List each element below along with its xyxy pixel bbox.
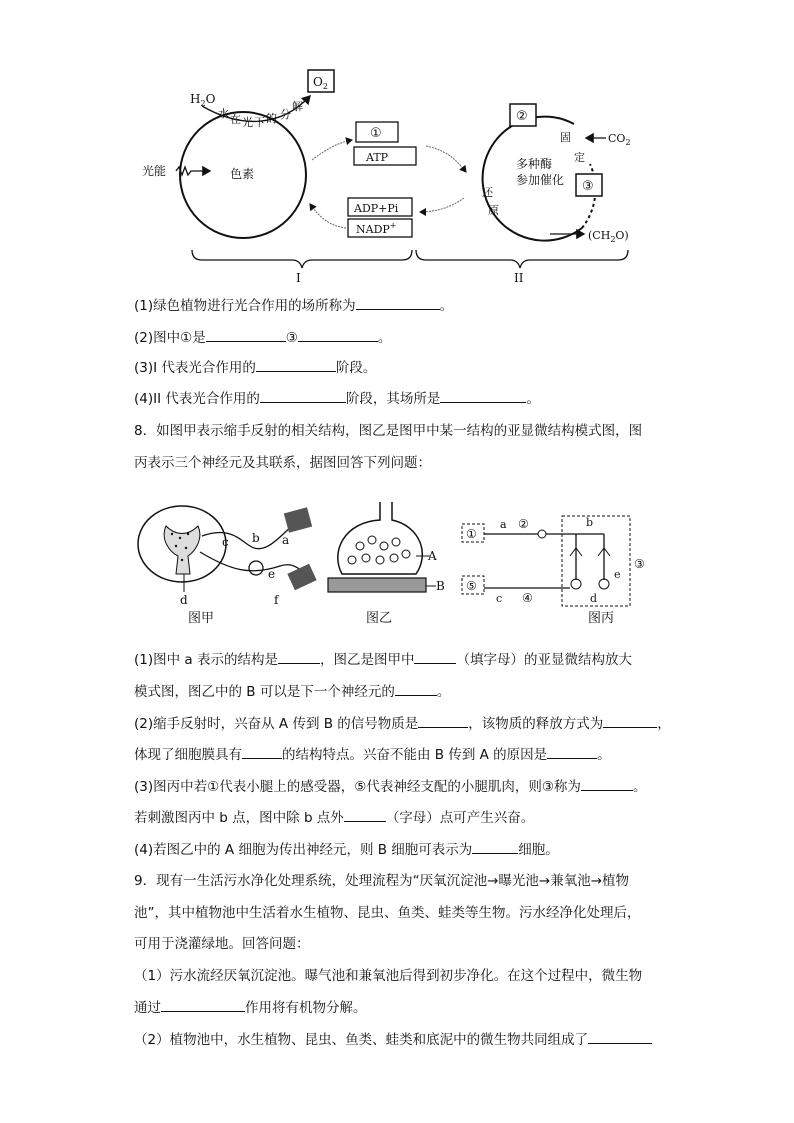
water-split-char: 下 (254, 116, 265, 129)
label-c1: ① (466, 527, 477, 541)
label-pc: c (496, 592, 503, 605)
label-f: f (274, 593, 279, 607)
pigment-label: 色素 (230, 167, 255, 181)
q9-title-2: 池”，其中植物池中生活着水生植物、昆虫、鱼类、蛙类等生物。污水经净化处理后， (134, 905, 641, 921)
answer-blank[interactable] (356, 296, 440, 310)
q8-text: 的结构特点。兴奋不能由 B 传到 A 的原因是 (282, 747, 548, 763)
q8-text: 模式图，图乙中的 B 可以是下一个神经元的 (134, 684, 395, 700)
q7-text: 。 (526, 391, 540, 407)
label-c3: ③ (634, 557, 645, 571)
adp-label: ADP+Pi (354, 202, 399, 215)
q9-line-1b (134, 998, 367, 1017)
enzyme-label-1: 多种酶 (516, 157, 553, 171)
postsynaptic-membrane (328, 578, 426, 592)
q9-text: 通过 (134, 1000, 161, 1016)
answer-blank[interactable] (547, 745, 597, 759)
label-b: b (252, 531, 260, 545)
q7-text: 。 (439, 298, 454, 314)
q8-text: （字母）点可产生兴奋。 (385, 810, 535, 826)
answer-blank[interactable] (344, 808, 386, 822)
q8-line-2a (134, 714, 671, 733)
q8-text: (1)图中 a 表示的结构是 (134, 652, 278, 668)
water-split-char: 水 (218, 107, 229, 120)
label-pb: b (586, 516, 594, 529)
label-c2: ② (518, 517, 529, 531)
label-c5: ⑤ (466, 579, 477, 593)
answer-blank[interactable] (395, 682, 437, 696)
water-split-char: 光 (242, 116, 253, 129)
q8-text: 若刺激图丙中 b 点，图中除 b 点外 (134, 810, 344, 826)
ch2o-label: $(CH_2O)$ (588, 229, 629, 244)
q8-line-3a (134, 777, 646, 796)
stage-1-label: I (296, 271, 301, 285)
light-energy-label: 光能 (142, 164, 167, 178)
q8-text: (2)缩手反射时，兴奋从 A 传到 B 的信号物质是 (134, 716, 419, 732)
q7-text: (4)II 代表光合作用的 (134, 391, 260, 407)
gray-matter (164, 526, 200, 574)
flow-arrow (420, 198, 464, 212)
q7-line-2 (134, 328, 391, 347)
q8-line-4 (134, 840, 559, 859)
q8-text: （填字母）的亚显微结构放大 (456, 652, 632, 668)
water-split-char: 解 (292, 100, 303, 113)
nadp-label: NADP+ (356, 221, 397, 236)
q8-title-2: 丙表示三个神经元及其联系，据图回答下列问题： (134, 455, 431, 471)
q7-text: 。 (377, 330, 392, 346)
neuron-figures (130, 496, 650, 630)
q7-line-1 (134, 296, 453, 315)
q7-text: (3)I 代表光合作用的 (134, 360, 256, 376)
q7-text: 阶段，其场所是 (345, 391, 441, 407)
q8-text: 体现了细胞膜具有 (134, 747, 242, 763)
skin-receptor (284, 507, 312, 533)
answer-blank[interactable] (298, 328, 378, 342)
label-e: e (268, 567, 276, 581)
h2o-label: $H_2O$ (190, 92, 216, 108)
answer-blank[interactable] (440, 389, 526, 403)
q7-text: 阶段。 (335, 360, 377, 376)
water-split-char: 在 (230, 113, 241, 126)
brace-stage-1 (192, 250, 412, 268)
answer-blank[interactable] (242, 745, 282, 759)
q9-text: 作用将有机物分解。 (245, 1000, 367, 1016)
label-a: a (282, 533, 290, 547)
flow-arrow (310, 204, 346, 228)
q8-text: ，该物质的释放方式为 (468, 716, 604, 732)
q8-text: (4)若图乙中的 A 细胞为传出神经元，则 B 细胞可表示为 (134, 842, 473, 858)
q8-text: 。 (632, 779, 647, 795)
reduce-label-2: 原 (488, 204, 499, 217)
q7-line-3 (134, 358, 376, 377)
reduce-label-1: 还 (482, 186, 493, 199)
q8-title-1: 8．如图甲表示缩手反射的相关结构，图乙是图甲中某一结构的亚显微结构模式图，图 (134, 423, 643, 439)
answer-blank[interactable] (603, 714, 657, 728)
answer-blank[interactable] (588, 1030, 652, 1044)
q9-line-1a: （1）污水流经厌氧沉淀池。曝气池和兼氧池后得到初步净化。在这个过程中，微生物 (134, 968, 643, 984)
answer-blank[interactable] (472, 840, 518, 854)
fix-label-2: 定 (574, 151, 585, 164)
q9-text: （2）植物池中，水生植物、昆虫、鱼类、蛙类和底泥中的微生物共同组成了 (134, 1032, 589, 1048)
answer-blank[interactable] (581, 777, 633, 791)
label-pe: e (614, 568, 621, 581)
q7-text: ③ (285, 330, 298, 346)
label-c: c (222, 535, 229, 549)
answer-blank[interactable] (161, 998, 245, 1012)
fix-label-1: 固 (560, 131, 571, 144)
label-pa: a (500, 518, 507, 531)
o2-label: $O_2$ (313, 75, 328, 91)
q8-line-2b (134, 745, 611, 764)
q9-title-1: 9．现有一生活污水净化处理系统，处理流程为“厌氧沉淀池→曝光池→兼氧池→植物 (134, 873, 630, 889)
label-c4: ④ (522, 591, 533, 605)
q8-text: ，图乙是图甲中 (319, 652, 415, 668)
atp-label: ATP (366, 151, 389, 164)
flow-arrow (426, 146, 466, 172)
brace-stage-2 (416, 250, 628, 268)
label-B: B (436, 579, 445, 593)
q8-line-1a (134, 650, 632, 669)
ganglion (249, 561, 263, 575)
caption-yi: 图乙 (366, 611, 393, 626)
answer-blank[interactable] (206, 328, 286, 342)
q8-text: 细胞。 (518, 842, 559, 858)
muscle (287, 564, 316, 590)
label-pd: d (590, 592, 598, 605)
q9-title-3: 可用于浇灌绿地。回答问题： (134, 936, 310, 952)
box-1-label: ① (370, 126, 382, 141)
q8-text: (3)图丙中若①代表小腿上的感受器，⑤代表神经支配的小腿肌肉，则③称为 (134, 779, 581, 795)
stage-2-label: II (514, 271, 524, 285)
q8-line-1b (134, 682, 450, 701)
co2-label: $CO_2$ (608, 132, 631, 147)
flow-arrow (312, 140, 352, 160)
answer-blank[interactable] (418, 714, 468, 728)
q8-text: 。 (597, 747, 611, 763)
enzyme-label-2: 参加催化 (516, 173, 565, 187)
q7-text: (2)图中①是 (134, 330, 206, 346)
answer-blank[interactable] (414, 650, 456, 664)
label-A: A (428, 549, 437, 563)
q8-line-3b (134, 808, 534, 827)
box-3-label: ③ (582, 179, 594, 194)
answer-blank[interactable] (256, 358, 336, 372)
caption-bing: 图丙 (588, 611, 615, 626)
caption-jia: 图甲 (188, 611, 215, 626)
q7-text: (1)绿色植物进行光合作用的场所称为 (134, 298, 356, 314)
q7-line-4 (134, 389, 540, 408)
afferent-nerve (202, 526, 292, 549)
answer-blank[interactable] (278, 650, 320, 664)
water-split-char: 分 (280, 108, 291, 121)
q8-text: ， (657, 716, 671, 732)
efferent-nerve (200, 552, 306, 576)
photosynthesis-diagram (130, 68, 640, 288)
q8-text: 。 (436, 684, 451, 700)
answer-blank[interactable] (260, 389, 346, 403)
box-2-label: ② (516, 109, 528, 124)
label-d: d (180, 593, 188, 607)
q9-line-2 (134, 1030, 652, 1049)
water-split-char: 的 (266, 112, 277, 125)
